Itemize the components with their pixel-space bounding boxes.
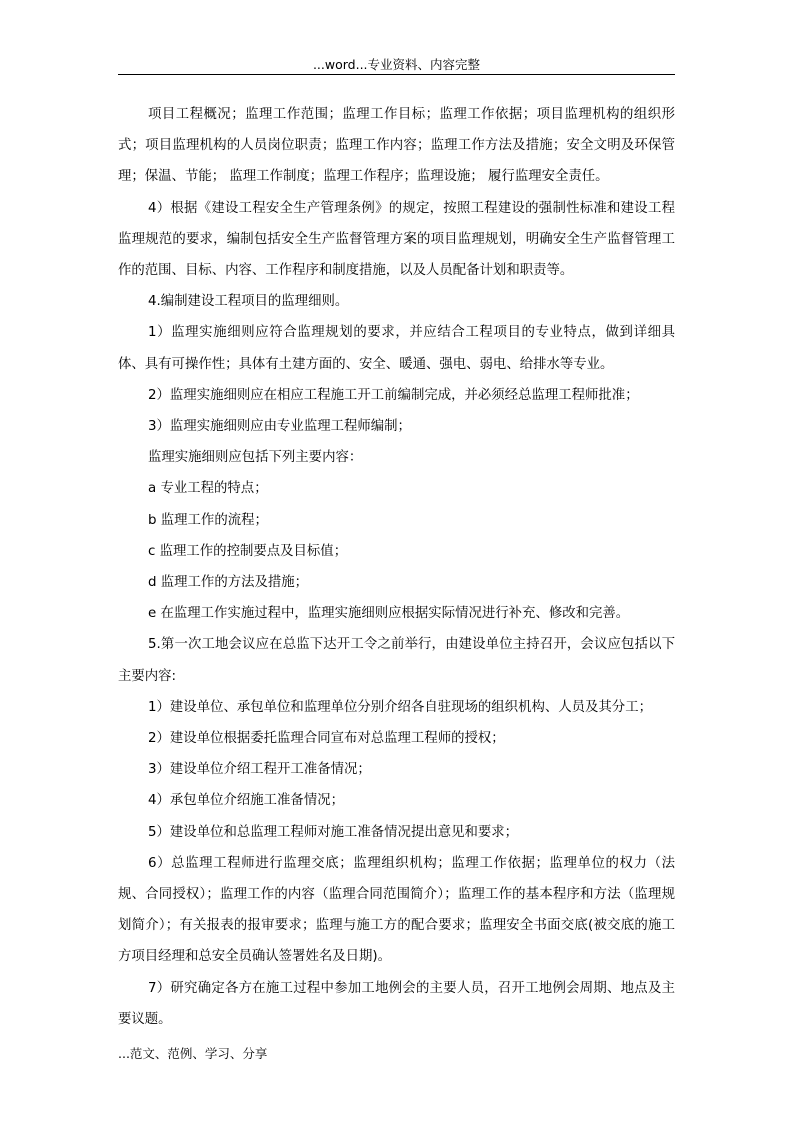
paragraph-rules-item-3: 3）监理实施细则应由专业监理工程师编制；	[148, 419, 411, 435]
page-header: ...word...专业资料、内容完整	[312, 57, 481, 72]
paragraph-meeting-item-5: 5）建设单位和总监理工程师对施工准备情况提出意见和要求；	[148, 824, 519, 840]
document-body	[118, 99, 675, 1035]
paragraph-rules-item-1: 1）监理实施细则应符合监理规划的要求，并应结合工程项目的专业特点，做到详细具体、具有可操作性；具体有土建方面的、安全、暖通、强电、弱电、给排水等专业。	[118, 325, 675, 372]
list-item-e: e 在监理工作实施过程中，监理实施细则应根据实际情况进行补充、修改和完善。	[148, 606, 630, 622]
paragraph-meeting-item-3: 3）建设单位介绍工程开工准备情况；	[148, 762, 371, 778]
list-item-b: b 监理工作的流程；	[148, 512, 268, 528]
list-item-d: d 监理工作的方法及措施；	[148, 575, 309, 591]
list-item-a: a 专业工程的特点；	[148, 481, 268, 497]
paragraph-meeting-item-6: 6）总监理工程师进行监理交底；监理组织机构；监理工作依据；监理单位的权力（法规、合同授权）；监理工作的内容（监理合同范围简介）；监理工作的基本程序和方法（监理规划简介）；有关报表的报审要求；监理与施工方的配合要求；监理安全书面交底(被交底的施工方项目经理和总安全员确认签署姓名及日期)。	[118, 855, 675, 965]
section-heading-supervision-rules: 4.编制建设工程项目的监理细则。	[148, 294, 349, 310]
paragraph-supervision-plan-contents: 项目工程概况；监理工作范围；监理工作目标；监理工作依据；项目监理机构的组织形式；项目监理机构的人员岗位职责；监理工作内容；监理工作方法及措施；安全文明及环保管理；保温、节能； 监理工作制度；监理工作程序；监理设施； 履行监理安全责任。	[118, 107, 675, 185]
section-heading-first-site-meeting: 5.第一次工地会议应在总监下达开工令之前举行，由建设单位主持召开，会议应包括以下主要内容:	[118, 637, 675, 684]
paragraph-meeting-item-7: 7）研究确定各方在施工过程中参加工地例会的主要人员，召开工地例会周期、地点及主要议题。	[118, 980, 675, 1027]
paragraph-meeting-item-1: 1）建设单位、承包单位和监理单位分别介绍各自驻现场的组织机构、人员及其分工；	[148, 699, 652, 715]
paragraph-item-4-safety-regulation: 4）根据《建设工程安全生产管理条例》的规定，按照工程建设的强制性标准和建设工程监理规范的要求，编制包括安全生产监督管理方案的项目监理规划，明确安全生产监督管理工作的范围、目标、内容、工作程序和制度措施，以及人员配备计划和职责等。	[118, 200, 675, 279]
paragraph-meeting-item-2: 2）建设单位根据委托监理合同宣布对总监理工程师的授权；	[148, 731, 505, 747]
paragraph-meeting-item-4: 4）承包单位介绍施工准备情况；	[148, 793, 344, 809]
header-divider	[118, 74, 675, 75]
page-footer: ...范文、范例、学习、分享	[118, 1046, 268, 1061]
list-item-c: c 监理工作的控制要点及目标值；	[148, 543, 348, 559]
paragraph-rules-contents-intro: 监理实施细则应包括下列主要内容：	[148, 450, 363, 466]
paragraph-rules-item-2: 2）监理实施细则应在相应工程施工开工前编制完成，并必须经总监理工程师批准；	[148, 387, 639, 403]
